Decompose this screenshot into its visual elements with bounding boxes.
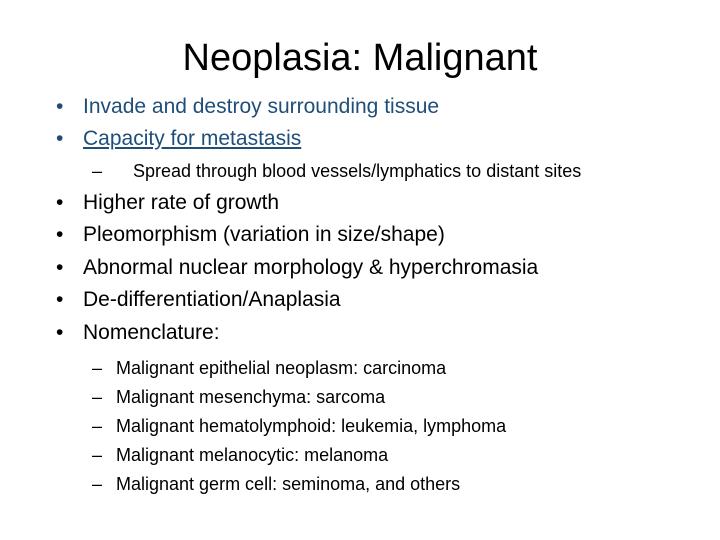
sub-item-text: Malignant germ cell: seminoma, and others — [116, 474, 461, 494]
bullet-item-metastasis[interactable] — [0, 126, 720, 152]
bullet-icon: • — [56, 223, 64, 246]
bullet-icon: • — [56, 191, 64, 214]
bullet-item-nomenclature — [0, 320, 720, 346]
dash-icon: – — [92, 445, 103, 465]
sub-item-text: Malignant mesenchyma: sarcoma — [116, 387, 386, 407]
bullet-text: Nomenclature: — [83, 321, 220, 344]
bullet-text: Pleomorphism (variation in size/shape) — [83, 223, 445, 246]
sub-item-text: Spread through blood vessels/lymphatics to distant sites — [133, 161, 582, 181]
bullet-icon: • — [56, 95, 64, 118]
dash-icon: – — [92, 161, 103, 181]
sub-item-germ-cell — [0, 473, 720, 495]
sub-item-leukemia — [0, 415, 720, 437]
bullet-text: Abnormal nuclear morphology & hyperchromasia — [83, 256, 539, 279]
bullet-text: De-differentiation/Anaplasia — [83, 288, 341, 311]
sub-item-text: Malignant epithelial neoplasm: carcinoma — [116, 358, 447, 378]
bullet-icon: • — [56, 256, 64, 279]
bullet-item-anaplasia — [0, 287, 720, 313]
sub-item-melanoma — [0, 444, 720, 466]
sub-item-carcinoma — [0, 357, 720, 379]
dash-icon: – — [92, 474, 103, 494]
bullet-icon: • — [56, 127, 64, 150]
bullet-icon: • — [56, 321, 64, 344]
dash-icon: – — [92, 416, 103, 436]
bullet-item-pleomorphism — [0, 222, 720, 248]
dash-icon: – — [92, 358, 103, 378]
bullet-item-growth — [0, 190, 720, 216]
bullet-item-invade — [0, 94, 720, 120]
bullet-icon: • — [56, 288, 64, 311]
bullet-item-nuclear — [0, 255, 720, 281]
sub-item-spread — [0, 160, 720, 182]
sub-item-text: Malignant hematolymphoid: leukemia, lymphoma — [116, 416, 507, 436]
sub-item-text: Malignant melanocytic: melanoma — [116, 445, 389, 465]
slide-title: Neoplasia: Malignant — [182, 37, 538, 79]
sub-item-sarcoma — [0, 386, 720, 408]
metastasis-link[interactable]: Capacity for metastasis — [83, 127, 302, 150]
dash-icon: – — [92, 387, 103, 407]
bullet-text: Higher rate of growth — [83, 191, 280, 214]
bullet-text: Invade and destroy surrounding tissue — [83, 95, 440, 118]
